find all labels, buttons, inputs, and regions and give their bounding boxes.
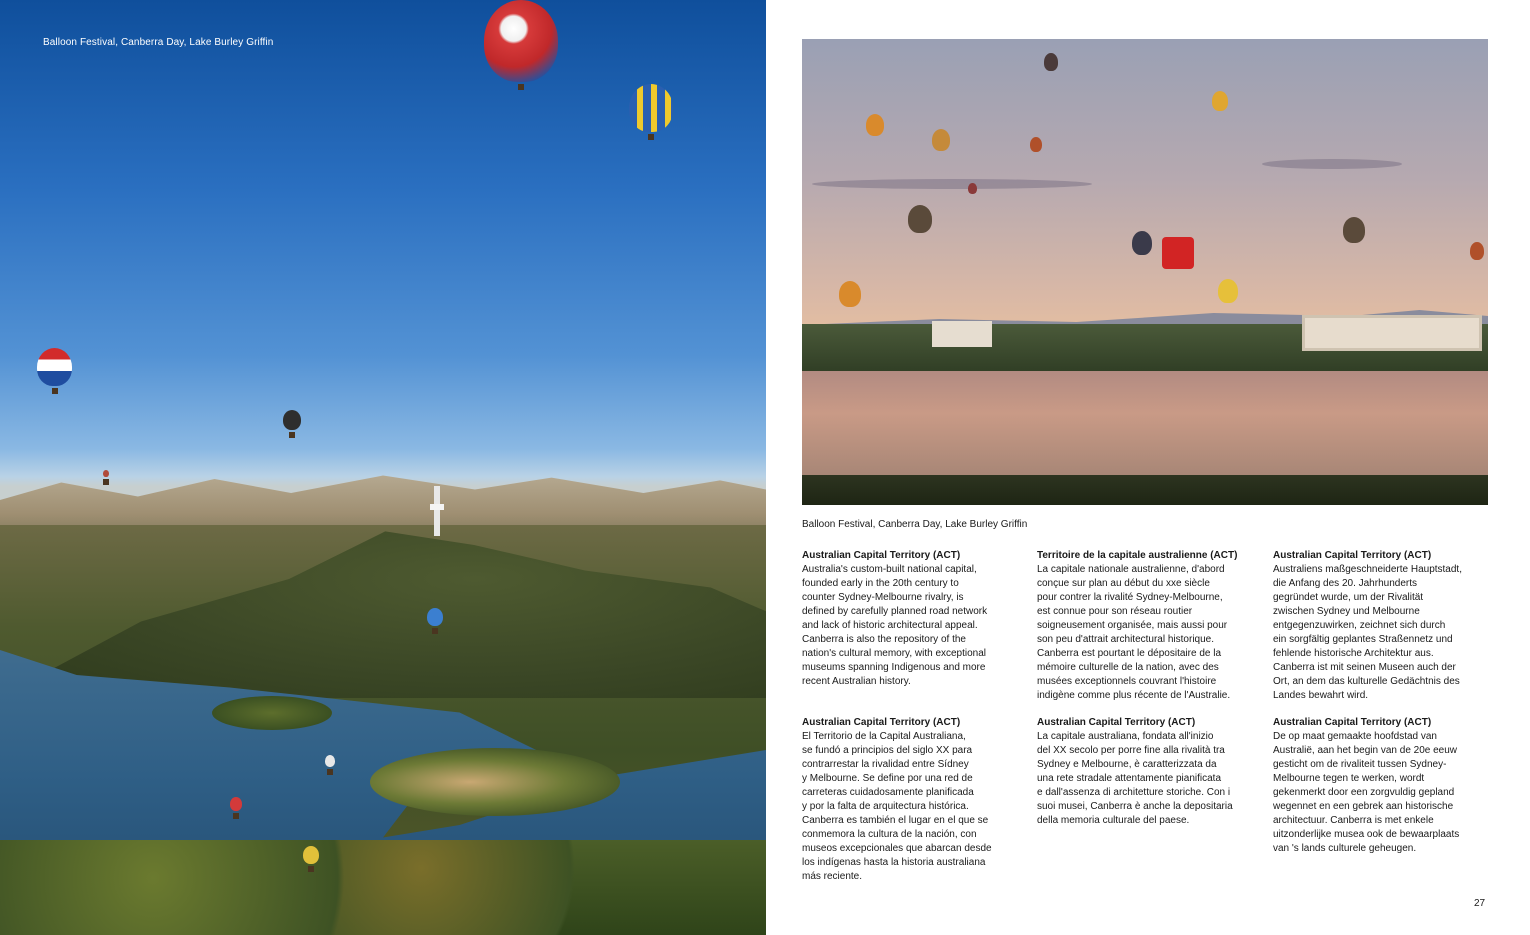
- body-spanish: El Territorio de la Capital Australiana, se fundó a principios del siglo XX para contrarrestar la rivalidad entre Sídney y Melbourne. Se define por una red de carreteras cuidadosamente planificada y por la falta de arquitectura histórica. Canberra es también el lugar en el que se conmemora la cultura de la nación, con museos excepcionales que abarcan desde los indígenas hasta la historia australiana más reciente.: [802, 731, 992, 882]
- balloon-white-low: [325, 755, 335, 767]
- balloon-yellow-low: [1218, 279, 1238, 303]
- foreground-trees: [0, 840, 766, 935]
- balloon-red-white-large: [484, 0, 558, 82]
- body-italian: La capitale australiana, fondata all'inizio del XX secolo per porre fine alla rivalità tra Sydney e Melbourne, è caratterizzata da una rete stradale attentamente pianificata e dall'assenza di architetture storiche. Con i suoi musei, Canberra è anche la depositaria della memoria culturale del paese.: [1037, 731, 1233, 826]
- heading-spanish: Australian Capital Territory (ACT): [802, 717, 961, 728]
- cloud: [1262, 159, 1402, 169]
- text-block-german: [1273, 549, 1488, 703]
- balloon-red-low: [230, 797, 242, 811]
- heading-english: Australian Capital Territory (ACT): [802, 550, 961, 561]
- text-block-italian: [1037, 716, 1252, 828]
- heading-french: Territoire de la capitale australienne (ACT): [1037, 550, 1238, 561]
- museum-peninsula: [370, 748, 620, 816]
- balloon-mug: [1162, 237, 1194, 269]
- text-block-spanish: [802, 716, 1017, 884]
- telstra-tower: [434, 486, 440, 536]
- balloon-yellow-low: [303, 846, 319, 864]
- foreground-lawn: [802, 475, 1488, 505]
- balloon-dark-top: [1044, 53, 1058, 71]
- heading-italian: Australian Capital Territory (ACT): [1037, 717, 1196, 728]
- lake-island: [212, 696, 332, 730]
- heading-german: Australian Capital Territory (ACT): [1273, 550, 1432, 561]
- balloon-remax: [37, 348, 72, 386]
- text-block-french: [1037, 549, 1252, 703]
- balloon-small-red: [1030, 137, 1042, 152]
- balloon-dark-far-right: [1343, 217, 1365, 243]
- body-dutch: De op maat gemaakte hoofdstad van Australië, aan het begin van de 20e eeuw gesticht om de rivaliteit tussen Sydney- Melbourne tegen te werken, wordt gekenmerkt door een zorgvuldig gepland wegennet en een gebrek aan historische architectuur. Canberra is met enkele uitzonderlijke musea ook de bewaarplaats van 's lands culturele geheugen.: [1273, 731, 1460, 854]
- page-number: 27: [1474, 898, 1486, 909]
- balloon-tiny-distant: [103, 470, 109, 477]
- balloon-yellow: [1212, 91, 1228, 111]
- lake-reflection: [802, 371, 1488, 477]
- right-photo-caption: Balloon Festival, Canberra Day, Lake Burley Griffin: [802, 519, 1028, 530]
- balloon-striped: [908, 205, 932, 233]
- left-photo-caption: Balloon Festival, Canberra Day, Lake Burley Griffin: [43, 37, 274, 48]
- balloon-blue-yellow: [629, 84, 673, 132]
- body-german: Australiens maßgeschneiderte Hauptstadt, die Anfang des 20. Jahrhunderts gegründet wurde, um der Rivalität zwischen Sydney und Melbourne entgegenzuwirken, zeichnet sich durch ein sorgfältig geplantes Straßennetz und fehlende historische Architektur aus. Canberra ist mit seinen Museen auch der Ort, an dem das kulturelle Gedächtnis des Landes bewahrt wird.: [1273, 564, 1462, 701]
- balloon-blue-low: [427, 608, 443, 626]
- right-page-photo: [802, 39, 1488, 505]
- shore-building: [932, 321, 992, 347]
- text-block-dutch: [1273, 716, 1488, 856]
- balloon-edge: [1470, 242, 1484, 260]
- cloud: [812, 179, 1092, 189]
- body-french: La capitale nationale australienne, d'abord conçue sur plan au début du xxe siècle pour contrer la rivalité Sydney-Melbourne, est connue pour son réseau routier soigneusement organisée, mais aussi pour son peu d'attrait architectural historique. Canberra est pourtant le dépositaire de la mémoire culturelle de la nation, avec des musées exceptionnels couvrant l'histoire indigène comme plus récente de l'Australie.: [1037, 564, 1231, 701]
- balloon-orange: [866, 114, 884, 136]
- text-block-english: [802, 549, 1017, 689]
- heading-dutch: Australian Capital Territory (ACT): [1273, 717, 1432, 728]
- body-english: Australia's custom-built national capital, founded early in the 20th century to counter Sydney-Melbourne rivalry, is defined by carefully planned road network and lack of historic architectural appeal. Canberra is also the repository of the nation's cultural memory, with exceptional museums spanning Indigenous and more recent Australian history.: [802, 564, 988, 687]
- balloon-tiny: [968, 183, 977, 194]
- balloon-dark-right: [1132, 231, 1152, 255]
- balloon-orange-low: [839, 281, 861, 307]
- national-library: [1302, 315, 1482, 351]
- balloon-orange-stripe: [932, 129, 950, 151]
- balloon-dark-small: [283, 410, 301, 430]
